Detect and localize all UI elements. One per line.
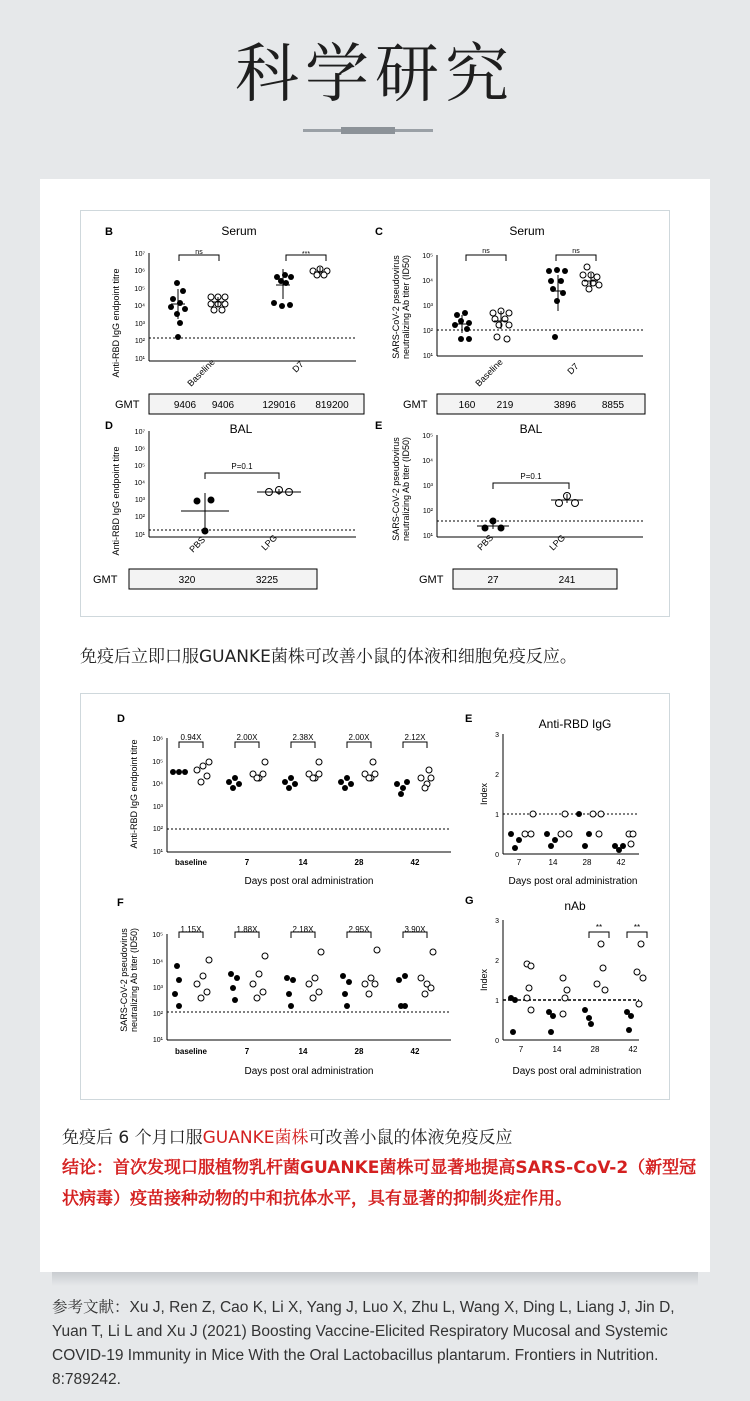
reference-text: 参考文献：Xu J, Ren Z, Cao K, Li X, Yang J, Luo X, Zhu L, Wang X, Ding L, Liang J, Jin D, Yuan T, Li L and Xu J (2021) Boosting Vaccine-Elicited Respiratory Mucosal and Systemic COVID-19 Immunity in Mice With the Oral Lactobacillus plantarum. Frontiers in Nutrition. 8:789242.	[52, 1299, 675, 1388]
svg-text:1.88X: 1.88X	[236, 925, 258, 934]
data-point-treated	[428, 985, 434, 991]
svg-text:LPG: LPG	[259, 532, 280, 553]
svg-text:Baseline: Baseline	[185, 356, 217, 389]
svg-text:PBS: PBS	[187, 534, 208, 555]
svg-text:7: 7	[244, 858, 250, 867]
svg-text:819200: 819200	[315, 400, 349, 411]
card-shadow	[52, 1272, 698, 1286]
svg-text:10⁷: 10⁷	[134, 429, 145, 436]
data-point-control	[176, 1003, 182, 1009]
svg-text:1: 1	[495, 812, 499, 819]
data-point-control	[230, 985, 236, 991]
svg-text:10¹: 10¹	[422, 533, 433, 540]
svg-text:PBS: PBS	[475, 532, 496, 553]
data-point-control	[342, 991, 348, 997]
svg-text:D: D	[117, 713, 125, 725]
panel-e	[375, 420, 643, 589]
svg-text:C: C	[375, 226, 383, 238]
svg-text:10⁴: 10⁴	[134, 480, 145, 487]
data-point-control	[174, 963, 180, 969]
svg-text:10⁵: 10⁵	[152, 759, 163, 766]
svg-text:GMT: GMT	[115, 399, 140, 411]
data-point-treated	[362, 981, 368, 987]
svg-text:**: **	[633, 923, 641, 932]
data-point-treated	[418, 775, 424, 781]
svg-text:9406: 9406	[211, 400, 235, 411]
significance-bracket	[403, 742, 427, 748]
svg-text:ns: ns	[572, 248, 580, 255]
svg-text:10⁶: 10⁶	[134, 268, 145, 275]
svg-text:10²: 10²	[134, 338, 145, 345]
data-point-treated	[306, 981, 312, 987]
panel-e2	[465, 713, 639, 887]
data-point-control	[398, 791, 404, 797]
svg-text:GMT: GMT	[403, 399, 428, 411]
data-point-treated	[422, 991, 428, 997]
svg-text:10⁴: 10⁴	[422, 278, 433, 285]
data-point-treated	[318, 949, 324, 955]
svg-text:3: 3	[495, 918, 499, 925]
caption-2-highlight: GUANKE菌株	[202, 1128, 309, 1148]
svg-text:Index: Index	[479, 968, 489, 992]
svg-text:10⁴: 10⁴	[152, 959, 163, 966]
conclusion-text: 结论：首次发现口服植物乳杆菌GUANKE菌株可显著地提高SARS-CoV-2（新型冠状病毒）疫苗接种动物的中和抗体水平，具有显著的抑制炎症作用。	[62, 1158, 697, 1209]
significance-bracket	[179, 742, 203, 748]
data-point-treated	[254, 775, 260, 781]
caption-2-post: 可改善小鼠的体液免疫反应	[308, 1128, 513, 1148]
data-point-control	[284, 975, 290, 981]
svg-text:Serum: Serum	[221, 224, 257, 238]
svg-text:10²: 10²	[422, 328, 433, 335]
svg-text:10⁵: 10⁵	[134, 286, 145, 293]
data-point-treated	[316, 771, 322, 777]
data-point-control	[282, 779, 288, 785]
svg-text:**: **	[595, 923, 603, 932]
svg-text:10¹: 10¹	[152, 1037, 163, 1044]
svg-text:Days post oral administration: Days post oral administration	[508, 876, 638, 887]
svg-text:E: E	[375, 420, 383, 432]
svg-text:0: 0	[495, 852, 499, 859]
svg-text:42: 42	[410, 858, 420, 867]
data-point-control	[226, 779, 232, 785]
data-point-treated	[206, 957, 212, 963]
svg-text:129016: 129016	[262, 400, 296, 411]
svg-text:SARS-CoV-2 pseudovirus: SARS-CoV-2 pseudovirus	[391, 255, 401, 359]
data-point-treated	[418, 975, 424, 981]
svg-text:14: 14	[552, 1045, 562, 1054]
data-point-treated	[260, 989, 266, 995]
svg-text:28: 28	[582, 858, 592, 867]
data-point-control	[344, 775, 350, 781]
page-title: 科学研究	[235, 38, 515, 112]
svg-text:14: 14	[298, 858, 308, 867]
data-point-control	[176, 977, 182, 983]
svg-text:Baseline: Baseline	[473, 356, 505, 389]
data-point-control	[292, 781, 298, 787]
data-point-treated	[312, 975, 318, 981]
svg-text:SARS-CoV-2 pseudovirus: SARS-CoV-2 pseudovirus	[391, 437, 401, 541]
data-point-treated	[426, 767, 432, 773]
data-point-control	[172, 991, 178, 997]
svg-text:P=0.1: P=0.1	[520, 472, 542, 481]
caption-2-pre: 免疫后 6 个月口服	[62, 1128, 203, 1148]
svg-text:nAb: nAb	[564, 899, 586, 913]
svg-text:10³: 10³	[152, 804, 163, 811]
svg-text:320: 320	[178, 575, 196, 586]
svg-text:Days post oral administration: Days post oral administration	[244, 876, 374, 887]
svg-text:neutralizing Ab titer (ID50): neutralizing Ab titer (ID50)	[401, 436, 411, 542]
svg-text:10⁵: 10⁵	[422, 253, 433, 260]
svg-text:42: 42	[616, 858, 626, 867]
svg-text:10¹: 10¹	[422, 353, 433, 360]
data-point-control	[288, 1003, 294, 1009]
svg-text:10³: 10³	[152, 985, 163, 992]
data-point-control	[286, 991, 292, 997]
data-point-treated	[430, 949, 436, 955]
svg-text:Days post oral administration: Days post oral administration	[244, 1066, 374, 1077]
significance-bracket	[235, 742, 259, 748]
svg-text:28: 28	[354, 1047, 364, 1056]
svg-text:10⁵: 10⁵	[152, 932, 163, 939]
svg-text:Anti-RBD IgG: Anti-RBD IgG	[538, 717, 612, 731]
svg-text:7: 7	[518, 1045, 524, 1054]
svg-text:Index: Index	[479, 782, 489, 806]
data-point-control	[394, 781, 400, 787]
data-point-control	[400, 785, 406, 791]
svg-text:ns: ns	[482, 248, 490, 255]
svg-text:42: 42	[628, 1045, 638, 1054]
svg-text:3.90X: 3.90X	[404, 925, 426, 934]
svg-text:9406: 9406	[173, 400, 197, 411]
svg-text:SARS-CoV-2 pseudovirus: SARS-CoV-2 pseudovirus	[119, 928, 129, 1032]
data-point-treated	[194, 767, 200, 773]
data-point-control	[228, 971, 234, 977]
data-point-control	[346, 979, 352, 985]
data-point-control	[230, 785, 236, 791]
significance-bracket	[291, 742, 315, 748]
data-point-control	[288, 775, 294, 781]
svg-text:2.18X: 2.18X	[292, 925, 314, 934]
svg-text:10⁴: 10⁴	[422, 458, 433, 465]
data-point-control	[286, 785, 292, 791]
data-point-treated	[198, 995, 204, 1001]
svg-text:ns: ns	[195, 249, 203, 256]
svg-text:2.00X: 2.00X	[236, 733, 258, 742]
data-point-treated	[366, 775, 372, 781]
svg-text:1: 1	[495, 998, 499, 1005]
data-point-treated	[206, 759, 212, 765]
data-point-treated	[200, 763, 206, 769]
svg-text:3: 3	[495, 732, 499, 739]
data-point-treated	[198, 779, 204, 785]
svg-text:Anti-RBD IgG endpoint titre: Anti-RBD IgG endpoint titre	[129, 739, 139, 849]
svg-text:2.00X: 2.00X	[348, 733, 370, 742]
figure-long-term	[80, 693, 670, 1100]
svg-text:BAL: BAL	[519, 422, 543, 436]
panel-d2	[117, 713, 451, 887]
svg-text:10²: 10²	[422, 508, 433, 515]
svg-text:10¹: 10¹	[134, 532, 145, 539]
svg-text:10³: 10³	[422, 303, 433, 310]
svg-text:219: 219	[496, 400, 514, 411]
svg-text:14: 14	[298, 1047, 308, 1056]
data-point-treated	[372, 981, 378, 987]
svg-text:10⁵: 10⁵	[134, 463, 145, 470]
data-point-control	[404, 779, 410, 785]
svg-text:Anti-RBD IgG endpoint titre: Anti-RBD IgG endpoint titre	[111, 446, 121, 556]
data-point-control	[402, 973, 408, 979]
svg-text:G: G	[465, 895, 474, 907]
svg-text:BAL: BAL	[229, 422, 253, 436]
significance-bracket	[347, 742, 371, 748]
caption-1: 免疫后立即口服GUANKE菌株可改善小鼠的体液和细胞免疫反应。	[80, 647, 577, 667]
svg-text:D: D	[105, 420, 113, 432]
data-point-treated	[200, 973, 206, 979]
data-point-control	[182, 769, 188, 775]
data-point-treated	[250, 981, 256, 987]
data-point-treated	[316, 989, 322, 995]
svg-text:10⁴: 10⁴	[152, 781, 163, 788]
svg-text:2.38X: 2.38X	[292, 733, 314, 742]
data-point-control	[232, 775, 238, 781]
svg-text:1.15X: 1.15X	[180, 925, 202, 934]
svg-text:LPG: LPG	[547, 532, 568, 553]
data-point-control	[340, 973, 346, 979]
data-point-treated	[194, 981, 200, 987]
svg-text:10²: 10²	[152, 1011, 163, 1018]
data-point-treated	[204, 773, 210, 779]
svg-text:D7: D7	[565, 361, 581, 377]
data-point-control	[396, 977, 402, 983]
data-point-control	[170, 769, 176, 775]
data-point-treated	[374, 947, 380, 953]
svg-text:10³: 10³	[134, 497, 145, 504]
data-point-treated	[422, 785, 428, 791]
svg-text:***: ***	[301, 251, 311, 258]
panel-f2	[117, 897, 451, 1077]
svg-text:0.94X: 0.94X	[180, 733, 202, 742]
data-point-treated	[428, 775, 434, 781]
svg-text:10⁴: 10⁴	[134, 303, 145, 310]
svg-text:10³: 10³	[134, 321, 145, 328]
data-point-treated	[370, 759, 376, 765]
svg-text:Days post oral administration: Days post oral administration	[512, 1066, 642, 1077]
data-point-treated	[372, 771, 378, 777]
data-point-treated	[254, 995, 260, 1001]
svg-text:10¹: 10¹	[152, 849, 163, 856]
svg-text:10²: 10²	[134, 514, 145, 521]
svg-text:27: 27	[487, 575, 499, 586]
svg-text:Serum: Serum	[509, 224, 545, 238]
data-point-control	[236, 781, 242, 787]
svg-text:neutralizing Ab titer (ID50): neutralizing Ab titer (ID50)	[129, 927, 139, 1033]
svg-text:Anti-RBD IgG endpoint titre: Anti-RBD IgG endpoint titre	[111, 268, 121, 378]
panel-b	[105, 224, 364, 414]
data-point-control	[176, 769, 182, 775]
data-point-control	[402, 1003, 408, 1009]
svg-text:GMT: GMT	[93, 574, 118, 586]
data-point-treated	[316, 759, 322, 765]
data-point-treated	[262, 759, 268, 765]
svg-text:10²: 10²	[152, 826, 163, 833]
data-point-treated	[260, 771, 266, 777]
data-point-control	[338, 779, 344, 785]
data-point-control	[348, 781, 354, 787]
data-point-treated	[310, 995, 316, 1001]
svg-text:3896: 3896	[553, 400, 577, 411]
svg-text:10³: 10³	[422, 483, 433, 490]
svg-text:2: 2	[495, 958, 499, 965]
data-point-treated	[204, 989, 210, 995]
data-point-control	[344, 1003, 350, 1009]
svg-text:2.95X: 2.95X	[348, 925, 370, 934]
svg-text:10⁶: 10⁶	[152, 736, 163, 743]
svg-text:10¹: 10¹	[134, 356, 145, 363]
data-point-treated	[310, 775, 316, 781]
data-point-control	[290, 977, 296, 983]
figure-serum-bal	[80, 210, 670, 617]
panel-c	[375, 224, 645, 414]
svg-text:7: 7	[516, 858, 522, 867]
data-point-control	[232, 997, 238, 1003]
svg-text:42: 42	[410, 1047, 420, 1056]
data-point-treated	[366, 991, 372, 997]
svg-text:0: 0	[495, 1038, 499, 1045]
svg-text:B: B	[105, 226, 113, 238]
svg-text:10⁷: 10⁷	[134, 251, 145, 258]
svg-text:7: 7	[244, 1047, 250, 1056]
svg-text:GMT: GMT	[419, 574, 444, 586]
svg-text:2: 2	[495, 772, 499, 779]
svg-text:10⁶: 10⁶	[134, 446, 145, 453]
svg-text:P=0.1: P=0.1	[231, 462, 253, 471]
svg-text:10⁵: 10⁵	[422, 433, 433, 440]
data-point-treated	[262, 953, 268, 959]
svg-text:14: 14	[548, 858, 558, 867]
caption-2	[62, 1123, 512, 1148]
svg-text:D7: D7	[290, 359, 306, 375]
svg-text:F: F	[117, 897, 124, 909]
svg-text:neutralizing Ab titer (ID50): neutralizing Ab titer (ID50)	[401, 254, 411, 360]
svg-text:E: E	[465, 713, 473, 725]
svg-text:8855: 8855	[601, 400, 625, 411]
panel-g2	[465, 895, 647, 1077]
svg-text:baseline: baseline	[174, 1047, 208, 1056]
panel-d	[93, 420, 356, 589]
svg-text:2.12X: 2.12X	[404, 733, 426, 742]
svg-text:241: 241	[558, 575, 576, 586]
svg-text:28: 28	[354, 858, 364, 867]
svg-text:160: 160	[458, 400, 476, 411]
data-point-treated	[256, 971, 262, 977]
svg-text:baseline: baseline	[174, 858, 208, 867]
title-divider-accent	[341, 127, 395, 134]
svg-text:28: 28	[590, 1045, 600, 1054]
data-point-control	[234, 975, 240, 981]
data-point-treated	[368, 975, 374, 981]
data-point-control	[342, 785, 348, 791]
svg-text:3225: 3225	[255, 575, 279, 586]
